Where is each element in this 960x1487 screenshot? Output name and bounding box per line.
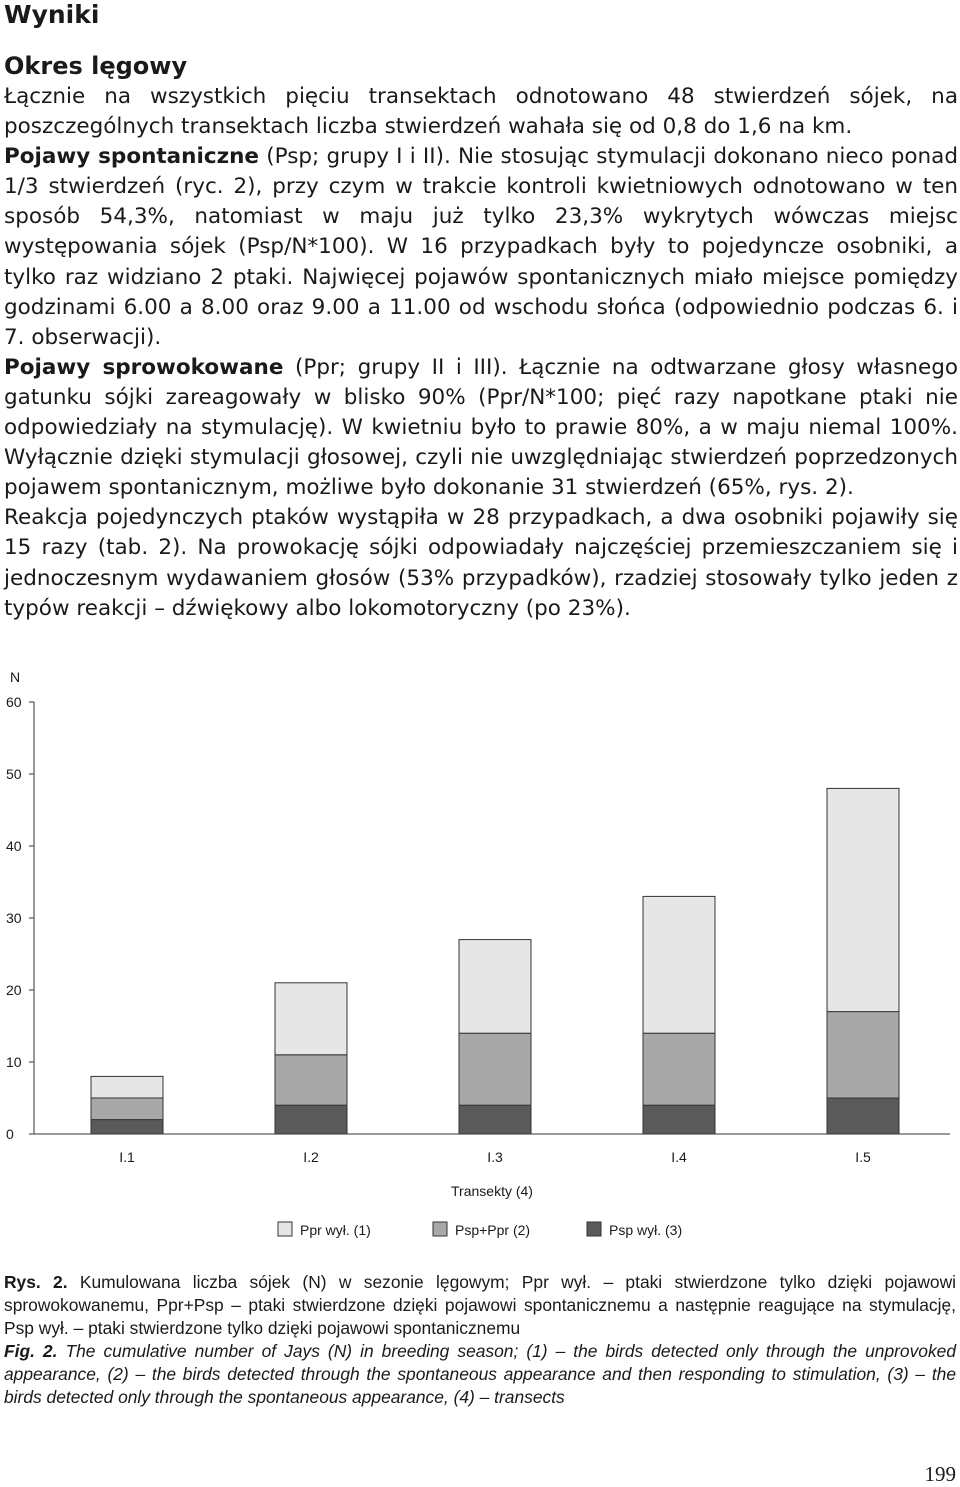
x-tick-label: I.3 <box>487 1149 503 1165</box>
bar-segment <box>643 896 715 1033</box>
x-tick-label: I.1 <box>119 1149 135 1165</box>
paragraph-3-lead: Pojawy sprowokowane <box>4 354 284 380</box>
paragraph-1: Łącznie na wszystkich pięciu transektach odnotowano 48 stwierdzeń sójek, na poszczególnych transektach liczba stwierdzeń wahała się od 0,8 do 1,6 na km. <box>4 84 958 140</box>
section-title: Wyniki <box>4 0 100 29</box>
figure-2-chart <box>0 640 960 1260</box>
y-tick-label: 30 <box>6 910 22 926</box>
bar-segment <box>459 940 531 1034</box>
paragraph-2-text: (Psp; grupy I i II). Nie stosując stymulacji dokonano nieco ponad 1/3 stwierdzeń (ryc. 2), przy czym w trakcie kontroli kwietniowych odnotowano w ten sposób 54,3%, natomiast w maju już tylko 23,3% wykrytych wówczas miejsc występowania sójek (Psp/N*100). W 16 przypadkach były to pojedyncze osobniki, a tylko raz widziano 2 ptaki. Najwięcej pojawów spontanicznych miało miejsce pomiędzy godzinami 6.00 a 8.00 oraz 9.00 a 11.00 od wschodu słońca (odpowiednio podczas 6. i 7. obserwacji). <box>4 144 958 350</box>
figure-caption <box>4 1271 956 1409</box>
bar-segment <box>275 1105 347 1134</box>
paragraph-2-lead: Pojawy spontaniczne <box>4 144 260 170</box>
paragraph-3 <box>4 353 958 503</box>
bar-segment <box>459 1105 531 1134</box>
caption-english <box>4 1340 956 1409</box>
caption-english-label: Fig. 2. <box>4 1341 58 1361</box>
legend-label: Psp+Ppr (2) <box>455 1222 531 1238</box>
legend-label: Psp wył. (3) <box>609 1222 683 1238</box>
paragraph-2 <box>4 142 958 353</box>
bar-segment <box>91 1098 163 1120</box>
stacked-bar-chart <box>0 640 960 1260</box>
caption-english-text: The cumulative number of Jays (N) in breeding season; (1) – the birds detected only through the unprovoked appearance, (2) – the birds detected through the spontaneous appearance and then responding to stimulation, (3) – the birds detected only through the spontaneous appearance, (4) – transects <box>4 1341 956 1407</box>
bar-segment <box>275 1055 347 1105</box>
legend-swatch <box>433 1222 447 1236</box>
legend-swatch <box>278 1222 292 1236</box>
bar-segment <box>827 788 899 1011</box>
x-tick-label: I.2 <box>303 1149 319 1165</box>
bar-segment <box>459 1033 531 1105</box>
bar-segment <box>643 1105 715 1134</box>
y-axis-label: N <box>10 669 21 685</box>
x-axis-label: Transekty (4) <box>451 1183 533 1199</box>
legend-label: Ppr wył. (1) <box>300 1222 371 1238</box>
y-tick-label: 0 <box>6 1126 14 1142</box>
bar-segment <box>643 1033 715 1105</box>
bar-segment <box>91 1076 163 1098</box>
legend-swatch <box>587 1222 601 1236</box>
caption-polish <box>4 1271 956 1340</box>
bar-segment <box>91 1120 163 1134</box>
y-tick-label: 20 <box>6 982 22 998</box>
x-tick-label: I.4 <box>671 1149 687 1165</box>
y-tick-label: 50 <box>6 766 22 782</box>
bar-segment <box>827 1098 899 1134</box>
paragraph-4: Reakcja pojedynczych ptaków wystąpiła w 28 przypadkach, a dwa osobniki pojawiły się 15 razy (tab. 2). Na prowokację sójki odpowiadały najczęściej przemieszczaniem się i jednoczesnym wydawaniem głosów (53% przypadków), rzadziej stosowały tylko jeden z typów reakcji – dźwiękowy albo lokomotoryczny (po 23%). <box>4 505 958 621</box>
bar-segment <box>827 1012 899 1098</box>
y-tick-label: 40 <box>6 838 22 854</box>
subsection-title: Okres lęgowy <box>4 52 188 80</box>
caption-polish-text: Kumulowana liczba sójek (N) w sezonie lęgowym; Ppr wył. – ptaki stwierdzone tylko dzięki pojawowi sprowokowanemu, Ppr+Psp – ptaki stwierdzone dzięki pojawowi spontanicznemu a następnie reagujące na stymulację, Psp wył. – ptaki stwierdzone tylko dzięki pojawowi spontanicznemu <box>4 1272 956 1338</box>
x-tick-label: I.5 <box>855 1149 871 1165</box>
paragraph-3-text: (Ppr; grupy II i III). Łącznie na odtwarzane głosy własnego gatunku sójki zareagowały w blisko 90% (Ppr/N*100; pięć razy napotkane ptaki nie odpowiedziały na stymulację). W kwietniu było to prawie 80%, a w maju niemal 100%. Wyłącznie dzięki stymulacji głosowej, czyli nie uwzględniając stwierdzeń poprzedzonych pojawem spontanicznym, możliwe było dokonanie 31 stwierdzeń (65%, rys. 2). <box>4 354 958 501</box>
page-number: 199 <box>924 1462 956 1486</box>
caption-polish-label: Rys. 2. <box>4 1272 68 1292</box>
y-tick-label: 60 <box>6 694 22 710</box>
bar-segment <box>275 983 347 1055</box>
y-tick-label: 10 <box>6 1054 22 1070</box>
body-text <box>4 82 958 624</box>
